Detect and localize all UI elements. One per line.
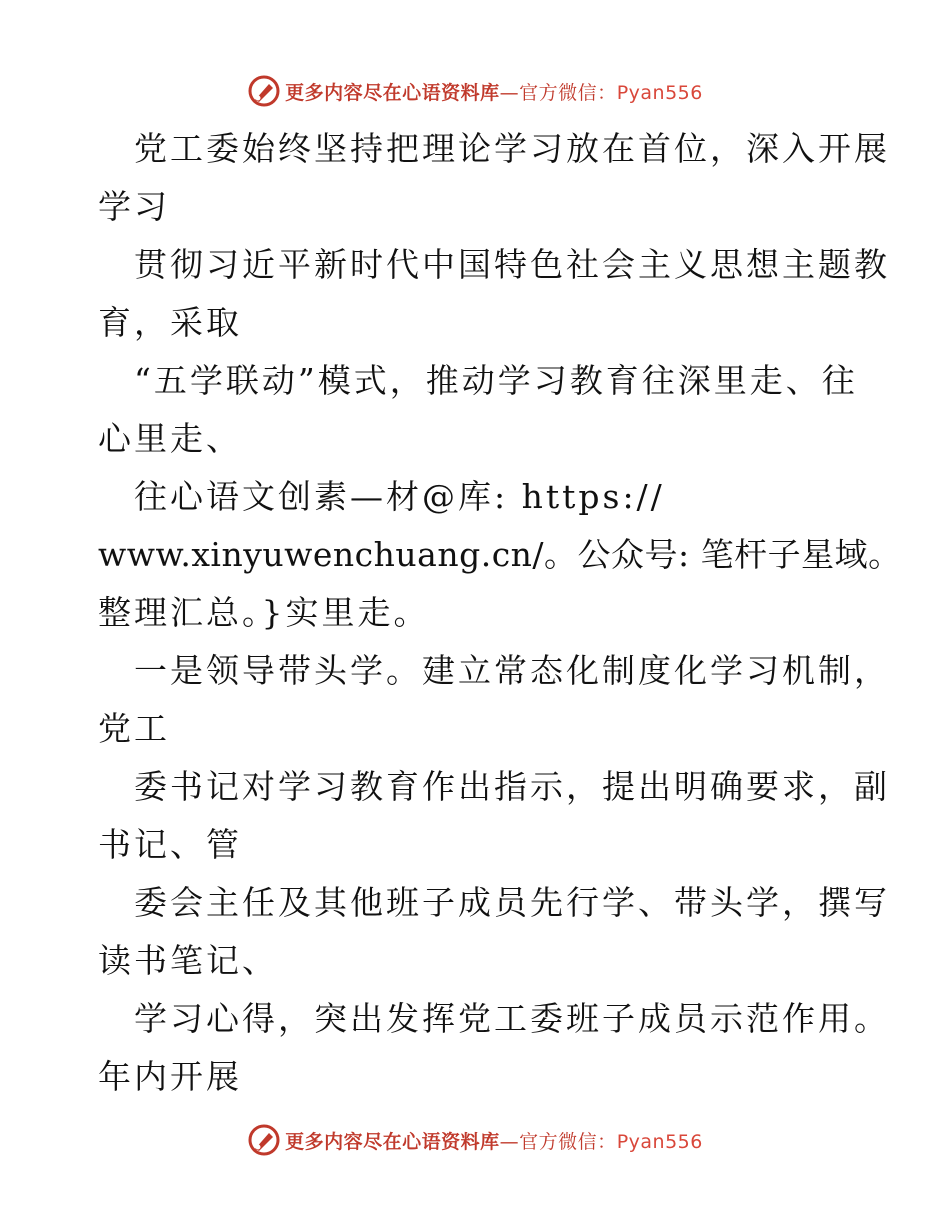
header-brand: 更多内容尽在心语资料库 [285,81,500,104]
body-line: 书记、管 [98,825,242,864]
body-line: 委书记对学习教育作出指示，提出明确要求，副 [134,767,890,806]
body-line: 委会主任及其他班子成员先行学、带头学，撰写 [134,883,890,922]
footer-dash: — [499,1130,520,1153]
body-line: 党工 [98,709,170,748]
body-line: 整理汇总。}实里走。 [98,593,430,632]
body-line: 一是领导带头学。建立常态化制度化学习机制， [134,651,890,690]
header-official-label: 官方微信： [519,81,617,104]
body-line: 育，采取 [98,303,242,342]
document-body [98,120,902,1106]
header-banner-text [285,78,703,105]
body-line: 学习 [98,187,170,226]
footer-banner-text [285,1127,703,1154]
body-line: 读书笔记、 [98,941,278,980]
body-line: 心里走、 [98,419,242,458]
pen-nib-logo-icon [247,1123,281,1157]
header-dash: — [499,81,520,104]
footer-brand: 更多内容尽在心语资料库 [285,1130,500,1153]
body-line: 年内开展 [98,1057,242,1096]
body-line: 往心语文创素—材@库: https:// [134,477,665,516]
body-line: 贯彻习近平新时代中国特色社会主义思想主题教 [134,245,890,284]
body-line: “五学联动”模式，推动学习教育往深里走、往 [134,361,858,400]
header-wechat-id: Pyan556 [616,81,703,104]
pen-nib-logo-icon [247,74,281,108]
header-banner [0,69,950,113]
footer-official-label: 官方微信： [519,1130,617,1153]
body-line: 学习心得，突出发挥党工委班子成员示范作用。 [134,999,890,1038]
body-line: 党工委始终坚持把理论学习放在首位，深入开展 [134,129,890,168]
body-line: www.xinyuwenchuang.cn/。公众号: 笔杆子星域。 [98,535,902,574]
footer-wechat-id: Pyan556 [616,1130,703,1153]
footer-banner [0,1118,950,1162]
